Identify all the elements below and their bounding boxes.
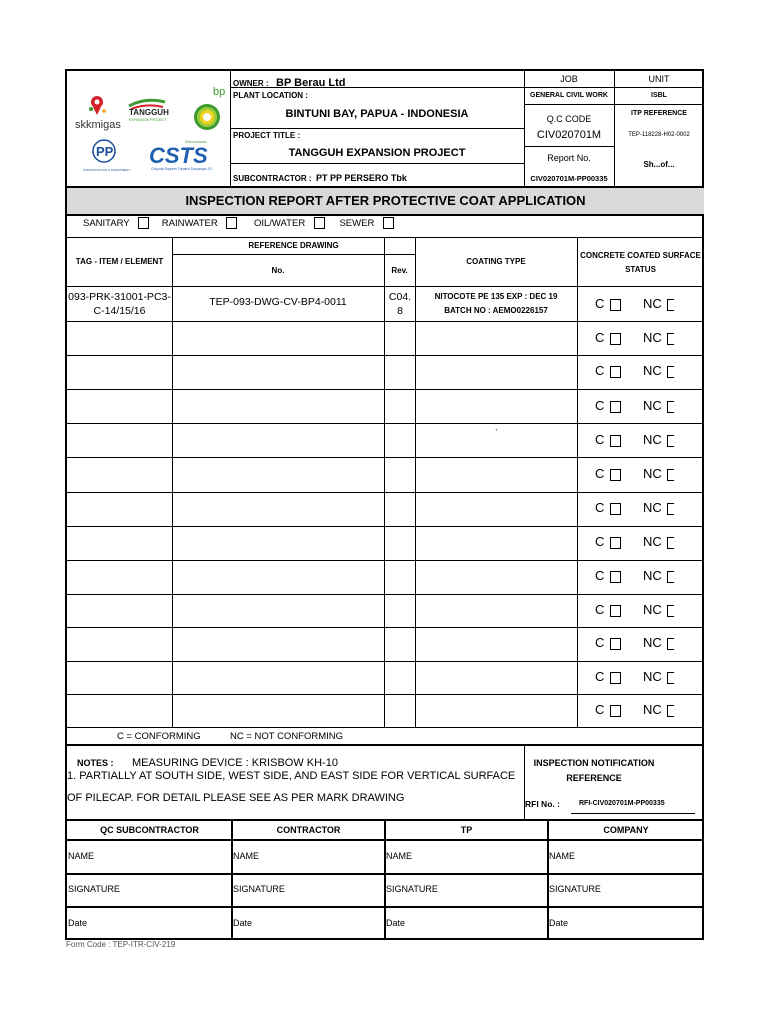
signoff-signature-field[interactable]: SIGNATURE (386, 884, 438, 894)
csts-logo (149, 140, 212, 171)
subcontractor-label: SUBCONTRACTOR : (233, 174, 312, 183)
c-checkbox[interactable] (610, 537, 621, 549)
owner-label: OWNER : (233, 79, 269, 88)
status-cell (595, 702, 674, 717)
row1-rev: C04.8 (388, 291, 412, 317)
unit-value: ISBL (651, 92, 667, 99)
c-label: C (595, 500, 605, 515)
notification-title: INSPECTION NOTIFICATION REFERENCE (533, 758, 655, 783)
owner-value: BP Berau Ltd (276, 77, 346, 89)
col-coating-header: COATING TYPE (466, 257, 526, 266)
c-label: C (595, 398, 605, 413)
table-row-line (67, 423, 704, 424)
status-cell (595, 602, 674, 617)
c-checkbox[interactable] (610, 638, 621, 650)
signoff-name-field[interactable]: NAME (386, 851, 413, 861)
col-tag-header: TAG - ITEM / ELEMENT (75, 257, 164, 266)
nc-checkbox[interactable] (667, 672, 674, 684)
signoff-date-field[interactable]: Date (68, 918, 88, 928)
table-row-line (67, 321, 704, 322)
sheet-number: Sh...of... (643, 160, 675, 169)
svg-text:CONSTRUCTION & INVESTMENT: CONSTRUCTION & INVESTMENT (83, 168, 131, 172)
nc-checkbox[interactable] (667, 469, 674, 481)
nc-label: NC (643, 500, 662, 515)
status-cell (595, 466, 674, 481)
tangguh-logo (129, 100, 169, 122)
legend-not-conforming: NC = NOT CONFORMING (230, 731, 344, 742)
nc-label: NC (643, 363, 662, 378)
category-sanitary: SANITARY (83, 218, 149, 229)
category-sewer: SEWER (339, 218, 393, 229)
notes-line2: OF PILECAP. FOR DETAIL PLEASE SEE AS PER MARK DRAWING (67, 792, 405, 804)
notes-header (77, 753, 338, 771)
logo-area (67, 71, 230, 186)
status-cell (595, 432, 674, 447)
svg-text:PP: PP (96, 144, 114, 159)
svg-text:Subcontractor: Subcontractor (185, 140, 207, 144)
signoff-name-field[interactable]: NAME (68, 851, 95, 861)
category-oilwater: OIL/WATER (254, 218, 325, 229)
status-cell (595, 296, 674, 311)
notes-label: NOTES : (77, 758, 114, 768)
qc-code-label: Q.C CODE (546, 114, 592, 124)
category-rainwater: RAINWATER (162, 218, 238, 229)
c-label: C (595, 568, 605, 583)
nc-label: NC (643, 568, 662, 583)
bp-logo (194, 86, 225, 130)
c-checkbox[interactable] (610, 705, 621, 717)
status-cell (595, 534, 674, 549)
rfi-label: RFI No. : (525, 799, 560, 809)
c-checkbox[interactable] (610, 605, 621, 617)
skkmigas-logo (75, 96, 121, 131)
table-row-line (67, 694, 704, 695)
row1-drawing-no: TEP-093-DWG-CV-BP4-0011 (209, 296, 347, 308)
status-cell (595, 568, 674, 583)
nc-label: NC (643, 330, 662, 345)
c-checkbox[interactable] (610, 435, 621, 447)
signoff-name-field[interactable]: NAME (549, 851, 576, 861)
svg-text:CSTS: CSTS (149, 143, 208, 168)
sewer-checkbox[interactable] (383, 217, 394, 229)
nc-checkbox[interactable] (667, 333, 674, 345)
nc-checkbox[interactable] (667, 705, 674, 717)
status-cell (595, 330, 674, 345)
plant-location-value: BINTUNI BAY, PAPUA - INDONESIA (285, 108, 469, 120)
c-checkbox[interactable] (610, 503, 621, 515)
nc-checkbox[interactable] (667, 503, 674, 515)
itp-reference-label: ITP REFERENCE (631, 110, 687, 117)
job-value: GENERAL CIVIL WORK (530, 92, 608, 99)
nc-label: NC (643, 534, 662, 549)
svg-text:Chiyoda Saipem Tripatra Suryar: Chiyoda Saipem Tripatra Suryaraya JO (151, 167, 212, 171)
c-label: C (595, 635, 605, 650)
svg-text:skkmigas: skkmigas (75, 119, 121, 131)
col-status-header: CONCRETE COATED SURFACE STATUS (580, 251, 701, 274)
signoff-column-header: COMPANY (603, 825, 649, 835)
c-checkbox[interactable] (610, 672, 621, 684)
unit-label: UNIT (648, 74, 670, 84)
report-title: INSPECTION REPORT AFTER PROTECTIVE COAT APPLICATION (67, 188, 704, 214)
table-row-line (67, 526, 704, 527)
signoff-signature-field[interactable]: SIGNATURE (68, 884, 120, 894)
status-cell (595, 398, 674, 413)
c-checkbox[interactable] (610, 299, 621, 311)
c-checkbox[interactable] (610, 366, 621, 378)
table-row-line (67, 594, 704, 595)
signoff-column-header: CONTRACTOR (276, 825, 341, 835)
nc-label: NC (643, 702, 662, 717)
subcontractor-field (233, 168, 407, 186)
rainwater-checkbox[interactable] (226, 217, 237, 229)
nc-checkbox[interactable] (667, 571, 674, 583)
category-row (83, 217, 483, 229)
nc-label: NC (643, 296, 662, 311)
subcontractor-value: PT PP PERSERO Tbk (315, 173, 407, 183)
itp-reference-value: TEP-118228-H02-0002 (628, 132, 690, 138)
c-label: C (595, 702, 605, 717)
col-ref-drawing-header: REFERENCE DRAWING (248, 241, 339, 250)
job-label: JOB (560, 74, 578, 84)
c-label: C (595, 669, 605, 684)
oilwater-checkbox[interactable] (314, 217, 325, 229)
legend-conforming: C = CONFORMING (117, 731, 201, 742)
rfi-value: RFI-CIV020701M-PP00335 (579, 800, 665, 807)
c-checkbox[interactable] (610, 401, 621, 413)
table-row-line (67, 492, 704, 493)
table-row-line (67, 627, 704, 628)
signoff-signature-field[interactable]: SIGNATURE (233, 884, 285, 894)
nc-checkbox[interactable] (667, 638, 674, 650)
signoff-column-header: QC SUBCONTRACTOR (100, 825, 199, 835)
signoff-signature-field[interactable]: SIGNATURE (549, 884, 601, 894)
svg-text:bp: bp (213, 86, 226, 98)
nc-label: NC (643, 432, 662, 447)
status-cell (595, 363, 674, 378)
status-cell (595, 500, 674, 515)
report-no-label: Report No. (547, 153, 591, 163)
owner-field (233, 73, 346, 91)
c-label: C (595, 466, 605, 481)
table-row-line (67, 457, 704, 458)
svg-text:TANGGUH: TANGGUH (129, 108, 169, 117)
table-row-line (67, 389, 704, 390)
c-label: C (595, 534, 605, 549)
nc-label: NC (643, 602, 662, 617)
col-rev-header: Rev. (391, 266, 408, 275)
table-row-line (67, 355, 704, 356)
c-label: C (595, 432, 605, 447)
qc-code-value: CIV020701M (536, 129, 602, 141)
c-label: C (595, 602, 605, 617)
nc-label: NC (643, 669, 662, 684)
project-title-label: PROJECT TITLE : (233, 131, 301, 140)
table-row-line (67, 560, 704, 561)
nc-label: NC (643, 635, 662, 650)
nc-checkbox[interactable] (667, 401, 674, 413)
nc-checkbox[interactable] (667, 605, 674, 617)
row1-tag: 093-PRK-31001-PC3-C-14/15/16 (68, 291, 171, 317)
nc-checkbox[interactable] (667, 366, 674, 378)
form-code: Form Code : TEP-ITR-CIV-219 (66, 940, 176, 949)
col-no-header: No. (271, 266, 285, 275)
row1-coating-line2: BATCH NO : AEMO0226157 (444, 306, 548, 315)
nc-label: NC (643, 466, 662, 481)
status-cell (595, 669, 674, 684)
signoff-column-header: TP (460, 825, 473, 835)
nc-checkbox[interactable] (667, 299, 674, 311)
nc-checkbox[interactable] (667, 537, 674, 549)
sanitary-checkbox[interactable] (138, 217, 149, 229)
signoff-date-field[interactable]: Date (386, 918, 406, 928)
notes-line1: 1. PARTIALLY AT SOUTH SIDE, WEST SIDE, AND EAST SIDE FOR VERTICAL SURFACE (67, 770, 516, 782)
c-label: C (595, 363, 605, 378)
nc-checkbox[interactable] (667, 435, 674, 447)
logos-svg (67, 71, 230, 186)
signoff-name-field[interactable]: NAME (233, 851, 260, 861)
project-title-value: TANGGUH EXPANSION PROJECT (288, 147, 466, 159)
stray-mark: ` (495, 428, 498, 438)
c-label: C (595, 330, 605, 345)
nc-label: NC (643, 398, 662, 413)
pp-logo (83, 140, 130, 172)
table-row-line (67, 661, 704, 662)
signoff-date-field[interactable]: Date (233, 918, 253, 928)
row1-coating-line1: NITOCOTE PE 135 EXP : DEC 19 (434, 292, 558, 301)
c-checkbox[interactable] (610, 333, 621, 345)
status-cell (595, 635, 674, 650)
notes-device: MEASURING DEVICE : KRISBOW KH-10 (131, 757, 338, 769)
svg-text:EXPANSION PROJECT: EXPANSION PROJECT (129, 118, 167, 122)
report-no-value: CIV020701M-PP00335 (530, 174, 608, 183)
c-label: C (595, 296, 605, 311)
inspection-form (65, 69, 704, 940)
c-checkbox[interactable] (610, 469, 621, 481)
plant-location-label: PLANT LOCATION : (233, 91, 308, 100)
signoff-date-field[interactable]: Date (549, 918, 569, 928)
c-checkbox[interactable] (610, 571, 621, 583)
